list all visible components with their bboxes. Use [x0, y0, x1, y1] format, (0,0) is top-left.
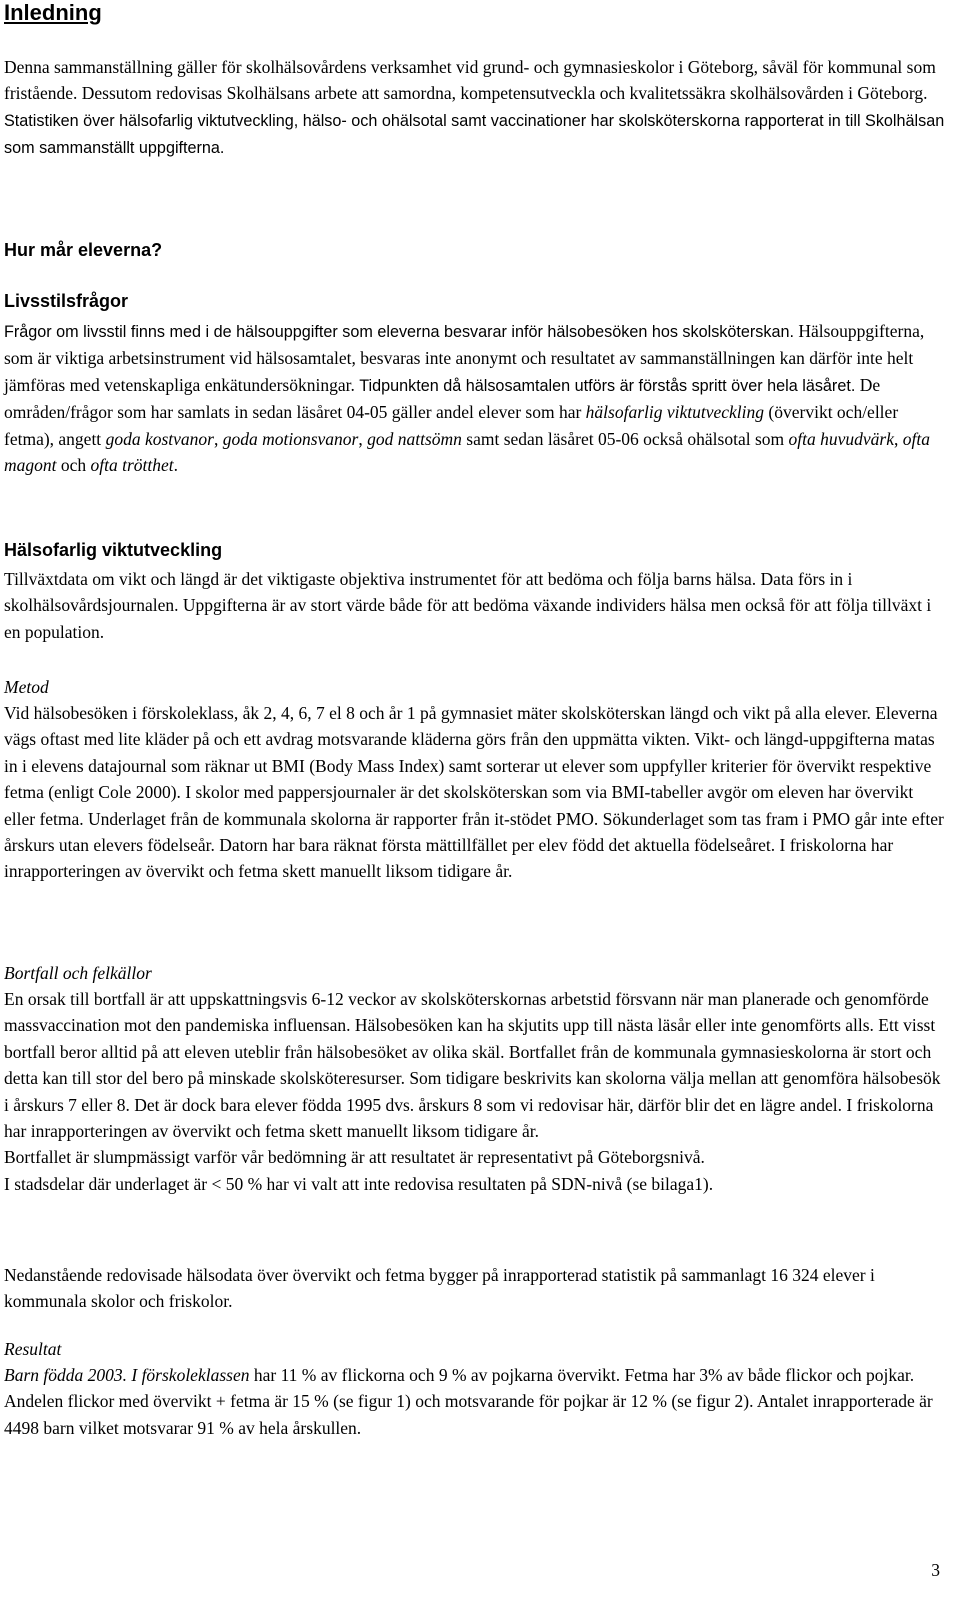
- dropout-paragraph-2: Bortfallet är slumpmässigt varför vår bedömning är att resultatet är representativt på Göteborgsnivå.: [4, 1147, 705, 1168]
- lifestyle-text-1-serif: Hälsouppgifterna, som är viktiga arbetsinstrument vid hälsosamtalet, besvaras inte anonymt och resultatet av sammanställningen kan därför inte helt jämföras med vetenskapliga enkätundersökningar.: [4, 321, 925, 395]
- lifestyle-text-3g: och: [60, 455, 87, 476]
- intro-paragraph: [4, 54, 948, 162]
- lifestyle-text-3d: ,: [358, 428, 363, 449]
- dropout-paragraph-3: I stadsdelar där underlaget är < 50 % har vi valt att inte redovisa resultaten på SDN-nivå (se bilaga1).: [4, 1173, 714, 1194]
- heading-unhealthy-weight: Hälsofarlig viktutveckling: [4, 540, 223, 560]
- term-tiredness: ofta trötthet: [90, 455, 174, 476]
- label-dropout: Bortfall och felkällor: [4, 963, 152, 983]
- method-paragraph: Vid hälsobesöken i förskoleklass, åk 2, 4, 6, 7 el 8 och år 1 på gymnasiet mäter skolsköterskan längd och vikt på alla elever. Eleverna vägs oftast med lite kläder på och ett avdrag motsvarande kläderna görs från den uppmätta vikten. Vikt- och längd-uppgifterna matas in i elevens datajournal som räknar ut BMI (Body Mass Index) samt sorterar ut elever som uppfyller kriterier för övervikt respektive fetma (enligt Cole 2000). I skolor med pappersjournaler är det skolsköterskan som via BMI-tabeller avgör om eleven har övervikt eller fetma. Underlaget från de kommunala skolorna är rapporter från it-stödet PMO. Sökunderlaget som tas fram i PMO går inte efter årskurs utan elevers födelseår. Datorn har bara räknat första mättillfället per elev född det aktuella födelseåret. I friskolorna har inrapporteringen av övervikt och fetma skett manuellt liksom tidigare år.: [4, 703, 944, 882]
- term-good-exercise: goda motionsvanor: [222, 428, 359, 449]
- term-good-sleep: god nattsömn: [367, 428, 462, 449]
- weight-paragraph: Tillväxtdata om vikt och längd är det viktigaste objektiva instrumentet för att bedöma och följa barns hälsa. Data förs in i skolhälsovårdsjournalen. Uppgifterna är av stort värde både för att bedöma växande individers hälsa men också för att följa tillväxt i en population.: [4, 569, 932, 642]
- lifestyle-text-3b: (övervikt och/eller fetma), angett: [4, 402, 899, 449]
- term-headache: ofta huvudvärk: [788, 428, 894, 449]
- term-stomach-ache: ofta magont: [4, 428, 930, 476]
- term-good-diet: goda kostvanor: [105, 428, 214, 449]
- lifestyle-text-3f: ,: [893, 428, 899, 449]
- heading-intro: Inledning: [4, 0, 102, 25]
- dropout-paragraph-1: En orsak till bortfall är att uppskattningsvis 6-12 veckor av skolsköterskornas arbetstid försvann när man planerade och genomförde massvaccination mot den pandemiska influensan. Hälsobesöken kan ha skjutits upp till nästa läsår eller inte genomförts alls. Ett visst bortfall beror alltid på att eleven uteblir från hälsobesöket av olika skäl. Bortfallet från de kommunala gymnasieskolorna är stort och detta kan till stor del bero på minskade skolsköteresurser. Som tidigare beskrivits kan skolorna välja mellan att genomföra hälsobesök i årskurs 7 eller 8. Det är dock bara elever födda 1995 dvs. årskurs 8 som vi redovisar här, därför blir det en lägre andel. I friskolorna har inrapporteringen av övervikt och fetma skett manuellt liksom tidigare år.: [4, 989, 941, 1142]
- label-method: Metod: [4, 677, 49, 697]
- result-intro-italic: Barn födda 2003. I förskoleklassen: [4, 1365, 250, 1385]
- lifestyle-text-3a: De områden/frågor som har samlats in sedan läsåret 04-05 gäller andel elever som har: [4, 374, 881, 423]
- summary-paragraph: Nedanstående redovisade hälsodata över övervikt och fetma bygger på inrapporterad statistik på sammanlagt 16 324 elever i kommunala skolor och friskolor.: [4, 1265, 875, 1312]
- lifestyle-text-1-sans: Frågor om livsstil finns med i de hälsouppgifter som eleverna besvarar inför hälsobesöken hos skolsköterskan.: [4, 323, 794, 341]
- lifestyle-text-3e: samt sedan läsåret 05-06 också ohälsotal som: [466, 428, 785, 449]
- heading-lifestyle: Livsstilsfrågor: [4, 291, 129, 311]
- term-unhealthy-weight: hälsofarlig viktutveckling: [585, 402, 765, 423]
- intro-text-sans: Statistiken över hälsofarlig viktutveckling, hälso- och ohälsotal samt vaccinationer har skolsköterskorna rapporterat in till Skolhälsan som sammanställt uppgifterna.: [4, 111, 945, 158]
- lifestyle-paragraph: [4, 318, 948, 478]
- result-text: har 11 % av flickorna och 9 % av pojkarna övervikt. Fetma har 3% av både flickor och pojkar. Andelen flickor med övervikt + fetma är 15 % (se figur 1) och motsvarande för pojkar är 12 % (se figur 2). Antalet inrapporterade är 4498 barn vilket motsvarar 91 % av hela årskullen.: [4, 1365, 933, 1438]
- dropout-block: [4, 986, 948, 1197]
- lifestyle-text-3h: .: [173, 455, 179, 476]
- page-number: 3: [931, 1560, 940, 1580]
- label-result: Resultat: [4, 1339, 62, 1359]
- lifestyle-text-3c: ,: [213, 428, 219, 449]
- intro-text-serif: Denna sammanställning gäller för skolhälsovårdens verksamhet vid grund- och gymnasieskolor i Göteborg, såväl för kommunal som fristående. Dessutom redovisas Skolhälsans arbete att samordna, kompetensutveckla och kvalitetssäkra skolhälsovården i Göteborg.: [4, 57, 936, 104]
- heading-how-are-students: Hur mår eleverna?: [4, 240, 163, 260]
- result-paragraph: [4, 1362, 948, 1441]
- lifestyle-text-2-sans: Tidpunkten då hälsosamtalen utförs är förstås spritt över hela läsåret.: [359, 376, 856, 395]
